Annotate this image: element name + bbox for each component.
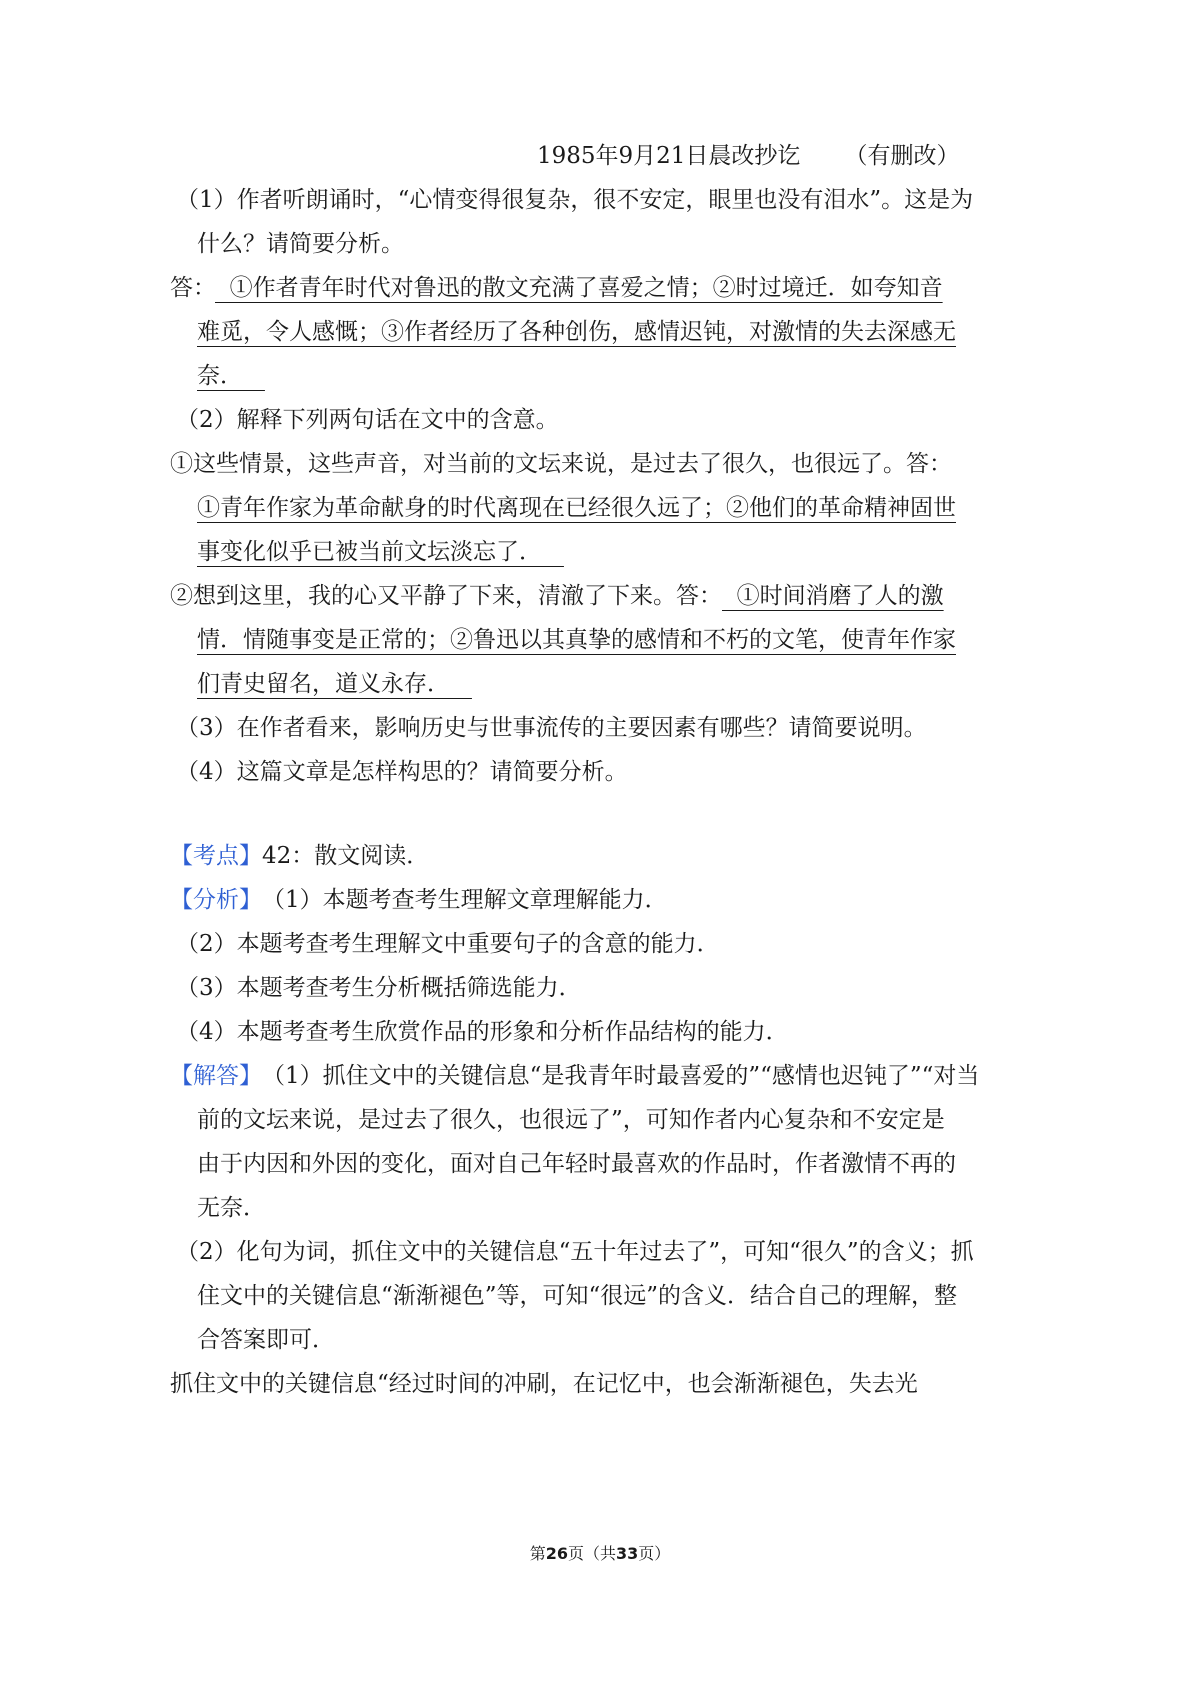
jieda-p1-line3: 由于内因和外因的变化，面对自己年轻时最喜欢的作品时，作者激情不再的 — [197, 1151, 956, 1177]
fenxi-line3: （3）本题考查考生分析概括筛选能力． — [176, 975, 582, 1001]
source-note: （有删改） — [844, 143, 960, 169]
q1-answer: ①作者青年时代对鲁迅的散文充满了喜爱之情；②时过境迁．如夸知音 — [215, 275, 943, 301]
q1-answer-line3: 奈． — [197, 363, 265, 389]
jieda-p2-line3: 合答案即可． — [197, 1327, 335, 1353]
jieda-tag: 【解答】 — [170, 1063, 262, 1089]
q1-question-line1: （1）作者听朗诵时，“心情变得很复杂，很不安定，眼里也没有泪水”。这是为 — [176, 187, 974, 213]
kaodian-line — [0, 840, 1200, 872]
kaodian-text: 42：散文阅读． — [262, 843, 430, 869]
kaodian-tag: 【考点】 — [170, 843, 262, 869]
q1-answer-line1 — [0, 272, 1200, 304]
jieda-p1-line2: 前的文坛来说，是过去了很久，也很远了”，可知作者内心复杂和不安定是 — [197, 1107, 945, 1133]
jieda-p1-line4: 无奈． — [197, 1195, 266, 1221]
q2-sentence2: ②想到这里，我的心又平静了下来，清澈了下来。答： ①时间消磨了人的激 — [0, 580, 1200, 612]
fenxi-tag: 【分析】 — [170, 887, 262, 913]
q4-question: （4）这篇文章是怎样构思的？请简要分析。 — [176, 759, 628, 785]
q3-question: （3）在作者看来，影响历史与世事流传的主要因素有哪些？请简要说明。 — [176, 715, 927, 741]
q1-answer-line2: 难觅，令人感慨；③作者经历了各种创伤，感情迟钝，对激情的失去深感无 — [197, 319, 956, 345]
q2-sentence1: ①这些情景，这些声音，对当前的文坛来说，是过去了很久，也很远了。答： — [170, 451, 952, 477]
q2-title: （2）解释下列两句话在文中的含意。 — [176, 407, 559, 433]
total-page-number: 33 — [616, 1544, 639, 1563]
fenxi-line4: （4）本题考查考生欣赏作品的形象和分析作品结构的能力． — [176, 1019, 789, 1045]
q1-question-line2: 什么？请简要分析。 — [197, 231, 404, 257]
q2-sentence1-answer-line1: ①青年作家为革命献身的时代离现在已经很久远了；②他们的革命精神固世 — [197, 495, 956, 521]
q2-sentence2-answer-line3: 们青史留名，道义永存． — [197, 671, 472, 697]
source-line — [0, 140, 1200, 172]
jieda-p2-line1: （2）化句为词，抓住文中的关键信息“五十年过去了”，可知“很久”的含义；抓 — [176, 1239, 974, 1265]
fenxi-line2: （2）本题考查考生理解文中重要句子的含意的能力． — [176, 931, 720, 957]
q2-sentence2-answer: ①时间消磨了人的激 — [722, 583, 944, 609]
source-date: 1985年9月21日晨改抄讫 — [537, 143, 801, 169]
q2-sentence2-answer-line2: 情．情随事变是正常的；②鲁迅以其真挚的感情和不朽的文笔，使青年作家 — [197, 627, 956, 653]
jieda-p3-line1: 抓住文中的关键信息“经过时间的冲刷，在记忆中，也会渐渐褪色，失去光 — [170, 1371, 918, 1397]
jieda-p2-line2: 住文中的关键信息“渐渐褪色”等，可知“很远”的含义．结合自己的理解，整 — [197, 1283, 958, 1309]
current-page-number: 26 — [545, 1544, 568, 1563]
answer-prefix: 答： — [170, 275, 216, 301]
q2-sentence1-answer-line2: 事变化似乎已被当前文坛淡忘了． — [197, 539, 564, 565]
jieda-p1-line1: 【解答】（1）抓住文中的关键信息“是我青年时最喜爱的”“感情也迟钝了”“对当 — [0, 1060, 1200, 1092]
page-footer: 第26页（共33页） — [529, 1544, 671, 1563]
fenxi-line1: 【分析】（1）本题考查考生理解文章理解能力． — [0, 884, 1200, 916]
